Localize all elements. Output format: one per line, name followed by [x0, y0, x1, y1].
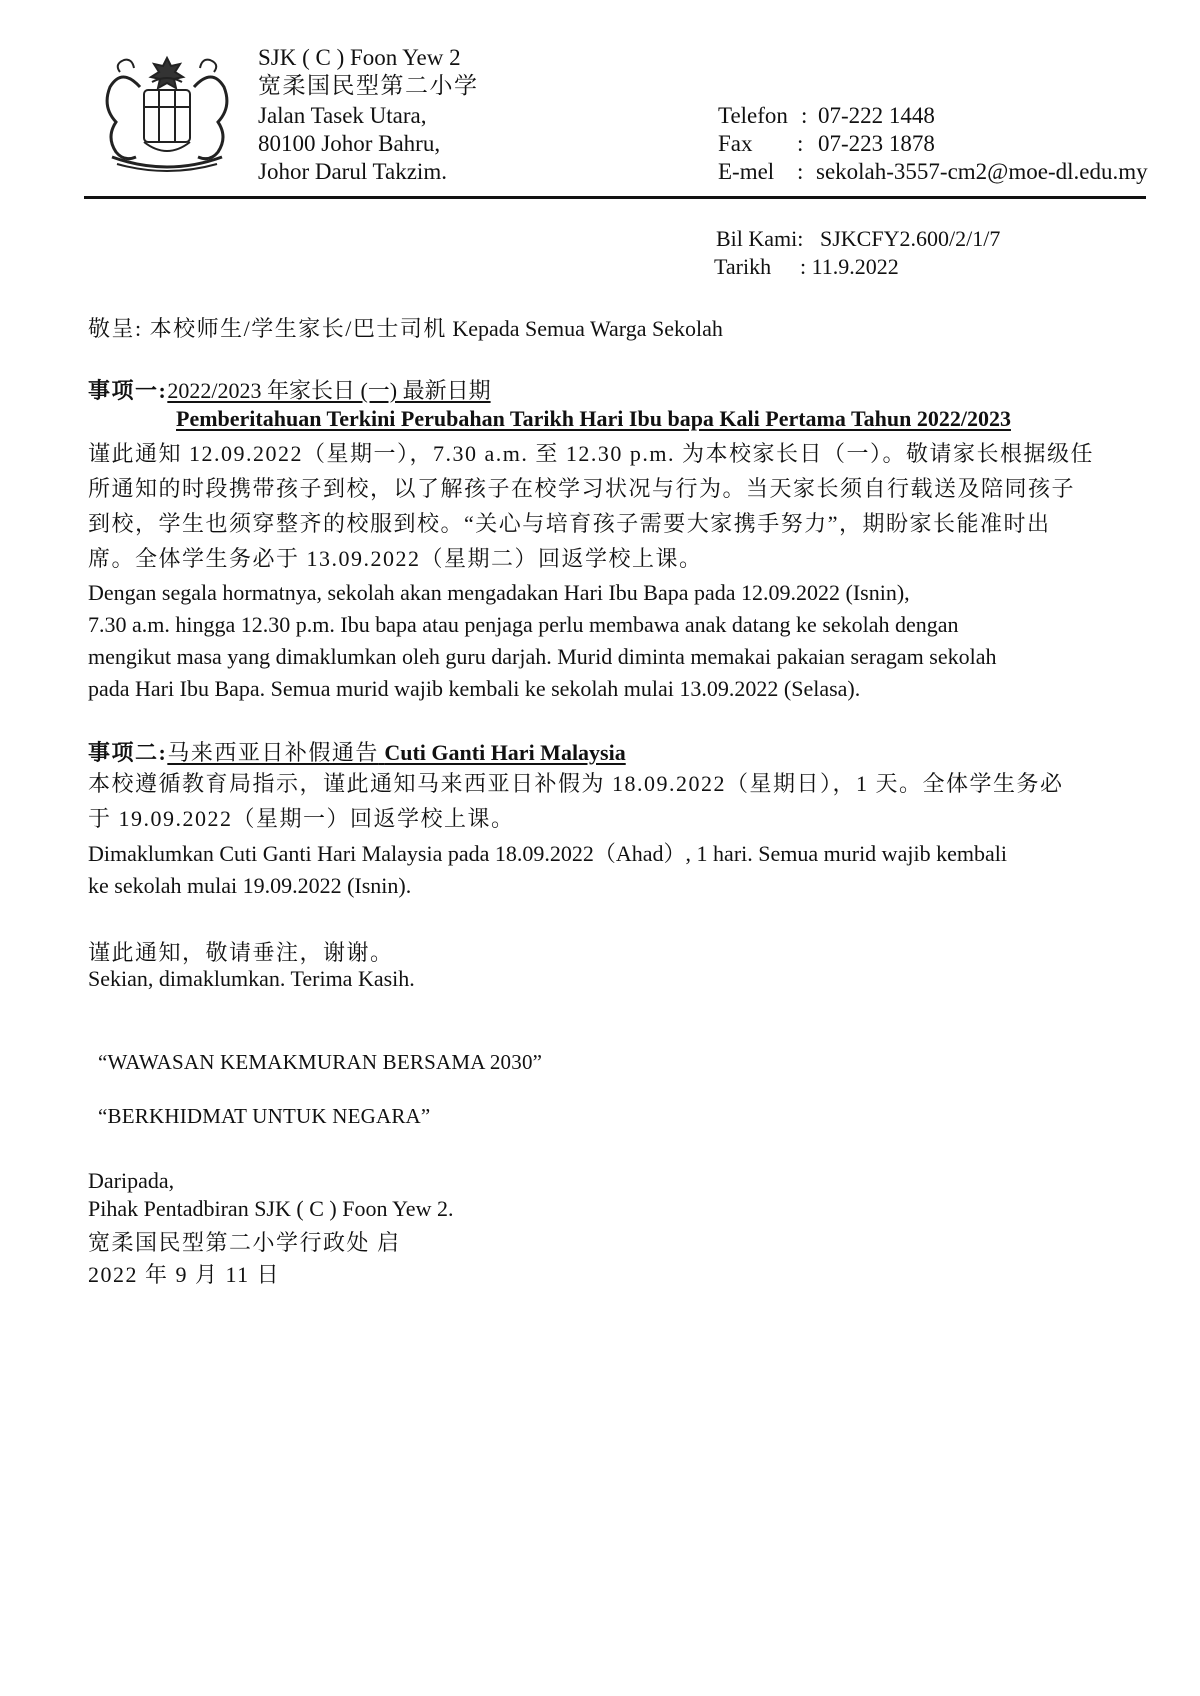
signoff-admin-ms: Pihak Pentadbiran SJK ( C ) Foon Yew 2.	[88, 1196, 454, 1221]
item1-ms-line: mengikut masa yang dimaklumkan oleh guru darjah. Murid diminta memakai pakaian seragam sekolah	[88, 644, 997, 669]
address-line-3: Johor Darul Takzim.	[258, 159, 447, 184]
closing-cn: 谨此通知，敬请垂注，谢谢。	[88, 940, 394, 965]
item2-label: 事项二:	[88, 740, 168, 765]
contact-fax-sep: :	[797, 131, 804, 156]
item1-cn-line: 所通知的时段携带孩子到校，以了解孩子在校学习状况与行为。当天家长须自行载送及陪同孩子	[88, 476, 1076, 501]
contact-email-sep: :	[797, 159, 804, 184]
item1-cn-line: 席。全体学生务必于 13.09.2022（星期二）回返学校上课。	[88, 546, 703, 571]
item2-ms-line: Dimaklumkan Cuti Ganti Hari Malaysia pada 18.09.2022（Ahad）, 1 hari. Semua murid wajib kembali	[88, 841, 1007, 866]
item1-cn-line: 到校，学生也须穿整齐的校服到校。“关心与培育孩子需要大家携手努力”，期盼家长能准时出	[88, 511, 1051, 536]
signoff-admin-cn: 宽柔国民型第二小学行政处 启	[88, 1230, 401, 1255]
closing-ms: Sekian, dimaklumkan. Terima Kasih.	[88, 966, 415, 991]
ref-bil-label: Bil Kami:	[716, 226, 804, 251]
contact-phone-sep: :	[801, 103, 808, 128]
contact-fax-label: Fax	[718, 131, 753, 156]
item1-label: 事项一:	[88, 378, 168, 403]
item1-title-cn: 2022/2023 年家长日 (一) 最新日期	[167, 378, 491, 403]
ref-bil-value: SJKCFY2.600/2/1/7	[820, 226, 1001, 251]
item1-cn-paragraph	[88, 436, 1118, 576]
signoff-from: Daripada,	[88, 1168, 175, 1193]
contact-phone-label: Telefon	[718, 103, 788, 128]
item2-title-ms: Cuti Ganti Hari Malaysia	[384, 740, 626, 765]
motto-berkhidmat: “BERKHIDMAT UNTUK NEGARA”	[98, 1104, 431, 1128]
item1-ms-paragraph	[88, 577, 1118, 705]
recipient-cn: 敬呈: 本校师生/学生家长/巴士司机	[88, 316, 447, 341]
contact-email-value: sekolah-3557-cm2@moe-dl.edu.my	[816, 159, 1148, 184]
address-line-2: 80100 Johor Bahru,	[258, 131, 441, 156]
item2-ms-paragraph	[88, 838, 1118, 902]
item1-ms-line: pada Hari Ibu Bapa. Semua murid wajib kembali ke sekolah mulai 13.09.2022 (Selasa).	[88, 676, 861, 701]
recipient-line	[88, 312, 723, 343]
item2-title-cn: 马来西亚日补假通告	[167, 740, 379, 765]
item1-ms-line: Dengan segala hormatnya, sekolah akan mengadakan Hari Ibu Bapa pada 12.09.2022 (Isnin),	[88, 580, 910, 605]
item2-ms-line: ke sekolah mulai 19.09.2022 (Isnin).	[88, 873, 412, 898]
address-line-1: Jalan Tasek Utara,	[258, 103, 427, 128]
ref-date-label: Tarikh	[714, 254, 772, 279]
item1-heading	[88, 374, 491, 405]
contact-fax-value: 07-223 1878	[818, 131, 935, 156]
coat-of-arms-icon	[92, 52, 242, 177]
header-divider	[84, 196, 1146, 199]
item2-cn-paragraph	[88, 766, 1118, 836]
item1-title-ms: Pemberitahuan Terkini Perubahan Tarikh Hari Ibu bapa Kali Pertama Tahun 2022/2023	[176, 406, 1011, 431]
school-name: SJK ( C ) Foon Yew 2	[258, 45, 461, 70]
ref-date-value: : 11.9.2022	[800, 254, 899, 279]
contact-email-label: E-mel	[718, 159, 775, 184]
item2-cn-line: 本校遵循教育局指示，谨此通知马来西亚日补假为 18.09.2022（星期日），1 天。全体学生务必	[88, 771, 1064, 796]
school-name-cn: 宽柔国民型第二小学	[258, 73, 479, 98]
motto-wawasan: “WAWASAN KEMAKMURAN BERSAMA 2030”	[98, 1050, 543, 1074]
item1-cn-line: 谨此通知 12.09.2022（星期一），7.30 a.m. 至 12.30 p.m. 为本校家长日（一）。敬请家长根据级任	[88, 441, 1094, 466]
item2-cn-line: 于 19.09.2022（星期一）回返学校上课。	[88, 806, 515, 831]
signoff-date-cn: 2022 年 9 月 11 日	[88, 1262, 281, 1287]
recipient-ms: Kepada Semua Warga Sekolah	[452, 316, 723, 341]
item1-ms-line: 7.30 a.m. hingga 12.30 p.m. Ibu bapa atau penjaga perlu membawa anak datang ke sekolah dengan	[88, 612, 959, 637]
contact-phone-value: 07-222 1448	[818, 103, 935, 128]
item2-heading	[88, 736, 626, 767]
